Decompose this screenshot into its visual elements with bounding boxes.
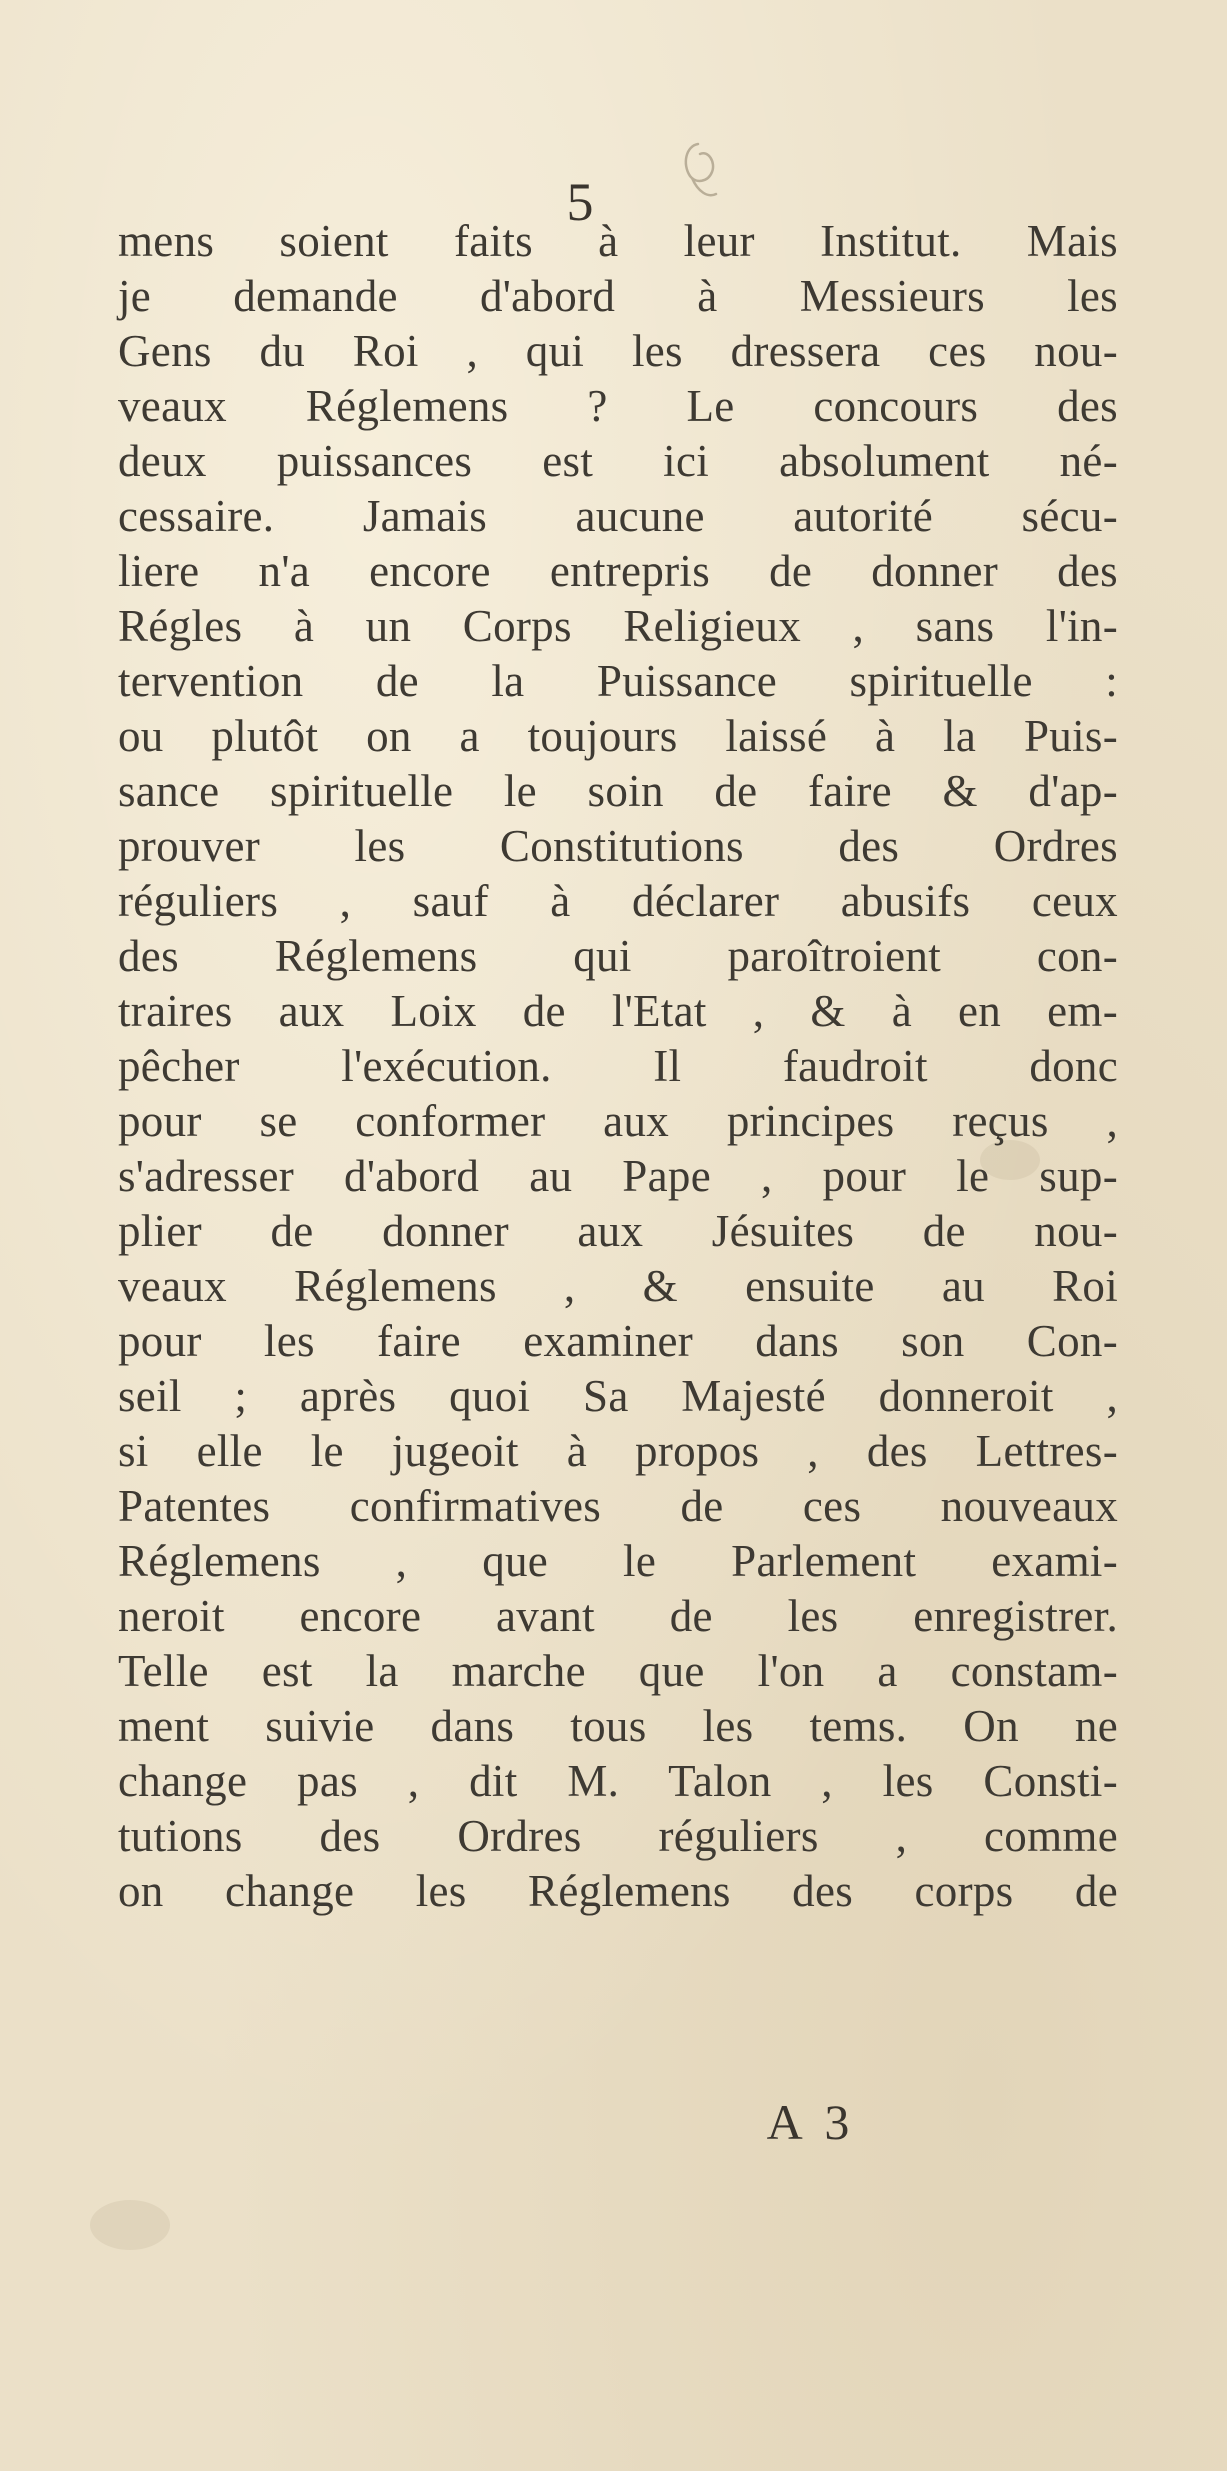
text-line: seil ; après quoi Sa Majesté donneroit , [118, 1371, 1118, 1421]
body-text [118, 214, 1118, 1919]
text-line: pour les faire examiner dans son Con- [118, 1316, 1118, 1366]
printer-signature-mark: A 3 [766, 2094, 856, 2150]
text-line: tutions des Ordres réguliers , comme [118, 1811, 1118, 1861]
text-line: on change les Réglemens des corps de [118, 1866, 1118, 1916]
text-line: si elle le jugeoit à propos , des Lettres- [118, 1426, 1118, 1476]
text-line: réguliers , sauf à déclarer abusifs ceux [118, 876, 1118, 926]
text-line: plier de donner aux Jésuites de nou- [118, 1206, 1118, 1256]
text-line: liere n'a encore entrepris de donner des [118, 546, 1118, 596]
text-line: sance spirituelle le soin de faire & d'ap- [118, 766, 1118, 816]
text-line: Patentes confirmatives de ces nouveaux [118, 1481, 1118, 1531]
text-line: traires aux Loix de l'Etat , & à en em- [118, 986, 1118, 1036]
text-line: tervention de la Puissance spirituelle : [118, 656, 1118, 706]
text-line: mens soient faits à leur Institut. Mais [118, 216, 1118, 266]
text-line: ou plutôt on a toujours laissé à la Puis- [118, 711, 1118, 761]
text-line: s'adresser d'abord au Pape , pour le sup- [118, 1151, 1118, 1201]
paper-stain [90, 2200, 170, 2250]
text-line: ment suivie dans tous les tems. On ne [118, 1701, 1118, 1751]
text-line: cessaire. Jamais aucune autorité sécu- [118, 491, 1118, 541]
text-line: Gens du Roi , qui les dressera ces nou- [118, 326, 1118, 376]
text-line: neroit encore avant de les enregistrer. [118, 1591, 1118, 1641]
text-line: des Réglemens qui paroîtroient con- [118, 931, 1118, 981]
page-number: 5 [566, 172, 594, 232]
text-line: veaux Réglemens , & ensuite au Roi [118, 1261, 1118, 1311]
text-line: pêcher l'exécution. Il faudroit donc [118, 1041, 1118, 1091]
text-line: veaux Réglemens ? Le concours des [118, 381, 1118, 431]
ink-stamp-mark [668, 136, 728, 206]
text-line: Régles à un Corps Religieux , sans l'in- [118, 601, 1118, 651]
text-line: pour se conformer aux principes reçus , [118, 1096, 1118, 1146]
text-line: prouver les Constitutions des Ordres [118, 821, 1118, 871]
text-line: Telle est la marche que l'on a constam- [118, 1646, 1118, 1696]
text-line: deux puissances est ici absolument né- [118, 436, 1118, 486]
text-line: Réglemens , que le Parlement exami- [118, 1536, 1118, 1586]
text-line: je demande d'abord à Messieurs les [118, 271, 1118, 321]
text-line: change pas , dit M. Talon , les Consti- [118, 1756, 1118, 1806]
